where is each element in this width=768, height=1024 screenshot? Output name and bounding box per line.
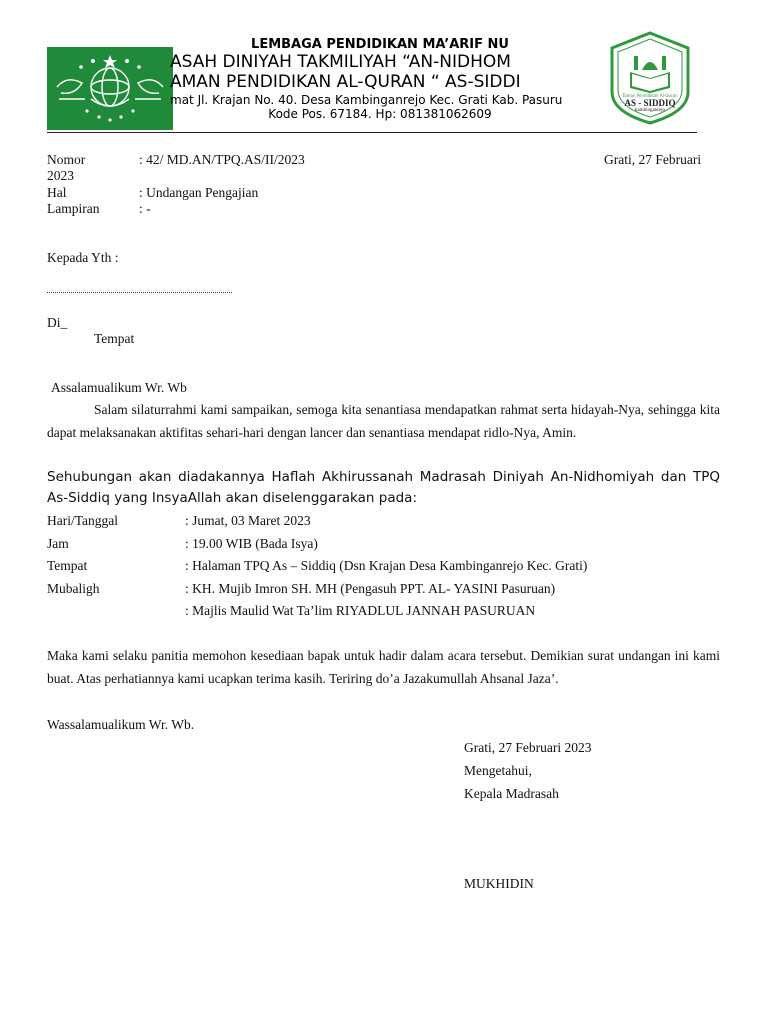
detail-value-speaker: : KH. Mujib Imron SH. MH (Pengasuh PPT. AL- YASINI Pasuruan) (185, 581, 556, 596)
contact: Kode Pos. 67184. Hp: 081381062609 (268, 107, 492, 121)
detail-label-time: Jam (47, 536, 69, 551)
detail-value-date: : Jumat, 03 Maret 2023 (185, 513, 311, 528)
logo-name: AS - SIDDIQ (624, 98, 676, 108)
paragraph-announcement: Sehubungan akan diadakannya Haflah Akhirussanah Madrasah Diniyah An-Nidhomiyah dan TPQ As-Siddiq yang InsyaAllah akan diselenggarakan pada: (47, 469, 720, 506)
hal-label: Hal (47, 185, 67, 200)
closing-salam: Wassalamualikum Wr. Wb. (47, 717, 195, 732)
greeting: Assalamualikum Wr. Wb (51, 380, 187, 395)
signature-name: MUKHIDIN (464, 876, 534, 891)
detail-label-speaker: Mubaligh (47, 581, 100, 596)
logo-place: kambinganrejo (635, 108, 665, 113)
address: mat Jl. Krajan No. 40. Desa Kambinganrejo Kec. Grati Kab. Pasuru (170, 93, 563, 107)
header-divider (47, 132, 697, 133)
recipient-dotted-line (47, 292, 232, 293)
detail-value-time: : 19.00 WIB (Bada Isya) (185, 536, 318, 551)
letter-date: Grati, 27 Februari (604, 152, 702, 167)
lampiran-label: Lampiran (47, 201, 100, 216)
lampiran-value: : - (139, 201, 151, 216)
paragraph-opening: Salam silaturrahmi kami sampaikan, semoga kita senantiasa mendapatkan rahmat serta hidayah-Nya, sehingga kita dapat melaksanakan aktifitas sehari-hari dengan lancer dan senantiasa mendapat ridlo-Nya, Amin. (47, 402, 720, 440)
tempat-label: Tempat (94, 331, 135, 346)
detail-value-place: : Halaman TPQ As – Siddiq (Dsn Krajan Desa Kambinganrejo Kec. Grati) (185, 558, 588, 573)
org-name: LEMBAGA PENDIDIKAN MA’ARIF NU (251, 37, 509, 52)
nomor-value: : 42/ MD.AN/TPQ.AS/II/2023 (139, 152, 305, 167)
paragraph-closing: Maka kami selaku panitia memohon kesediaan bapak untuk hadir dalam acara tersebut. Demikian surat undangan ini kami buat. Atas perhatiannya kami ucapkan terima kasih. Teriring do’a Jazakumullah Ahsanal Jaza’. (47, 648, 720, 686)
di-label: Di_ (47, 315, 68, 330)
tpq-name: AMAN PENDIDIKAN AL-QURAN “ AS-SIDDI (170, 72, 521, 92)
signature-role: Kepala Madrasah (464, 786, 559, 801)
detail-label-date: Hari/Tanggal (47, 513, 119, 528)
kepada-yth: Kepada Yth : (47, 250, 119, 265)
detail-label-place: Tempat (47, 558, 88, 573)
letter-year: 2023 (47, 168, 74, 183)
signature-date: Grati, 27 Februari 2023 (464, 740, 592, 755)
hal-value: : Undangan Pengajian (139, 185, 259, 200)
nomor-label: Nomor (47, 152, 86, 167)
detail-value-extra: : Majlis Maulid Wat Ta’lim RIYADLUL JANNAH PASURUAN (185, 603, 536, 618)
as-siddiq-logo (604, 30, 696, 126)
logo-top-text: Taman Pendidikan Al-Quran (622, 93, 678, 98)
madrasah-name: ASAH DINIYAH TAKMILIYAH “AN-NIDHOM (170, 52, 511, 72)
signature-mengetahui: Mengetahui, (464, 763, 532, 778)
nu-logo (47, 47, 173, 130)
